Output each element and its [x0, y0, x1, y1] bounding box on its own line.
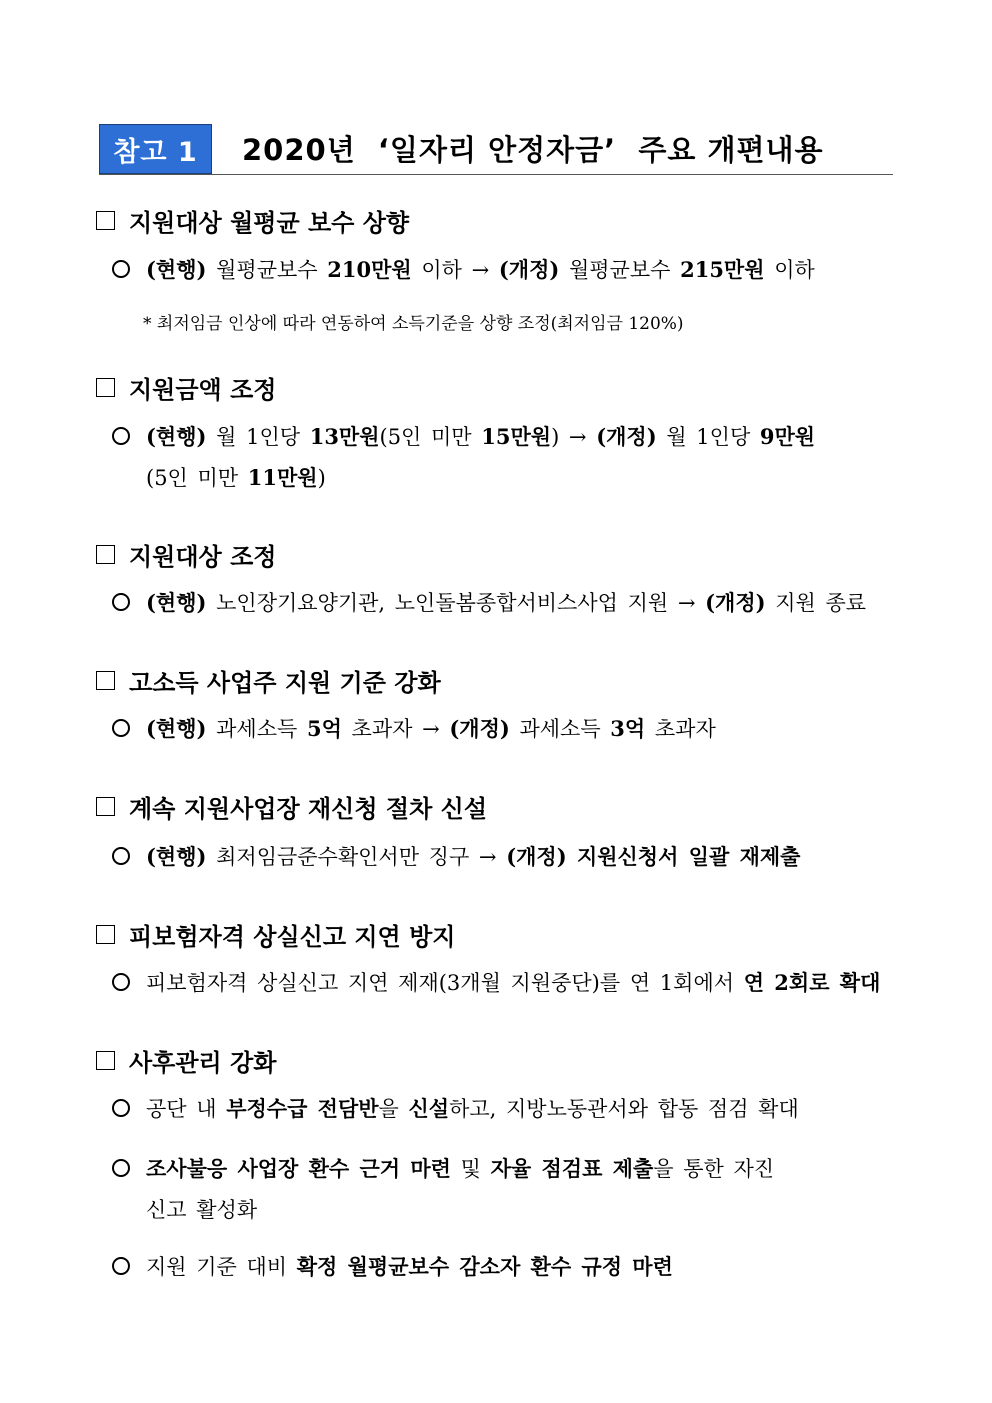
reference-badge: 참고 1: [99, 124, 212, 174]
section-heading-text: 지원대상 월평균 보수 상향: [129, 208, 410, 237]
checkbox-icon: [96, 211, 115, 230]
footnote: * 최저임금 인상에 따라 연동하여 소득기준을 상향 조정(최저임금 120%): [143, 314, 684, 334]
circle-bullet-icon: [112, 260, 130, 278]
title-underline: [99, 174, 893, 175]
section-heading: [96, 1043, 276, 1078]
circle-bullet-icon: [112, 427, 130, 445]
section-heading-text: 피보험자격 상실신고 지연 방지: [129, 922, 456, 951]
circle-bullet-icon: [112, 719, 130, 737]
section-heading-text: 계속 지원사업장 재신청 절차 신설: [129, 794, 487, 823]
section-heading: [96, 663, 441, 698]
checkbox-icon: [96, 378, 115, 397]
section-heading: [96, 789, 487, 824]
list-item: 공단 내 부정수급 전담반을 신설하고, 지방노동관서와 합동 점검 확대: [146, 1096, 799, 1121]
checkbox-icon: [96, 545, 115, 564]
section-heading-text: 지원대상 조정: [129, 542, 277, 571]
list-item: (현행) 최저임금준수확인서만 징구 → (개정) 지원신청서 일괄 재제출: [146, 844, 801, 869]
checkbox-icon: [96, 797, 115, 816]
list-item: (현행) 노인장기요양기관, 노인돌봄종합서비스사업 지원 → (개정) 지원 종료: [146, 590, 867, 615]
circle-bullet-icon: [112, 593, 130, 611]
section-heading: [96, 370, 276, 405]
checkbox-icon: [96, 671, 115, 690]
section-heading-text: 지원금액 조정: [129, 375, 277, 404]
section-heading: [96, 537, 276, 572]
checkbox-icon: [96, 1051, 115, 1070]
circle-bullet-icon: [112, 1159, 130, 1177]
circle-bullet-icon: [112, 847, 130, 865]
list-item: 피보험자격 상실신고 지연 제재(3개월 지원중단)를 연 1회에서 연 2회로 확대: [146, 970, 881, 995]
list-item: (현행) 월평균보수 210만원 이하 → (개정) 월평균보수 215만원 이하: [146, 257, 815, 282]
section-heading-text: 사후관리 강화: [129, 1048, 277, 1077]
list-item: 조사불응 사업장 환수 근거 마련 및 자율 점검표 제출을 통한 자진: [146, 1156, 775, 1181]
section-heading: [96, 917, 455, 952]
circle-bullet-icon: [112, 973, 130, 991]
list-item: (현행) 과세소득 5억 초과자 → (개정) 과세소득 3억 초과자: [146, 716, 716, 741]
section-heading: [96, 203, 409, 238]
circle-bullet-icon: [112, 1257, 130, 1275]
list-item-continuation: (5인 미만 11만원): [146, 465, 326, 490]
section-heading-text: 고소득 사업주 지원 기준 강화: [129, 668, 441, 697]
list-item: (현행) 월 1인당 13만원(5인 미만 15만원) → (개정) 월 1인당 9만원: [146, 424, 816, 449]
checkbox-icon: [96, 925, 115, 944]
page-title: 2020년 ‘일자리 안정자금’ 주요 개편내용: [242, 133, 824, 167]
list-item-continuation: 신고 활성화: [146, 1198, 258, 1222]
list-item: 지원 기준 대비 확정 월평균보수 감소자 환수 규정 마련: [146, 1254, 673, 1279]
circle-bullet-icon: [112, 1099, 130, 1117]
